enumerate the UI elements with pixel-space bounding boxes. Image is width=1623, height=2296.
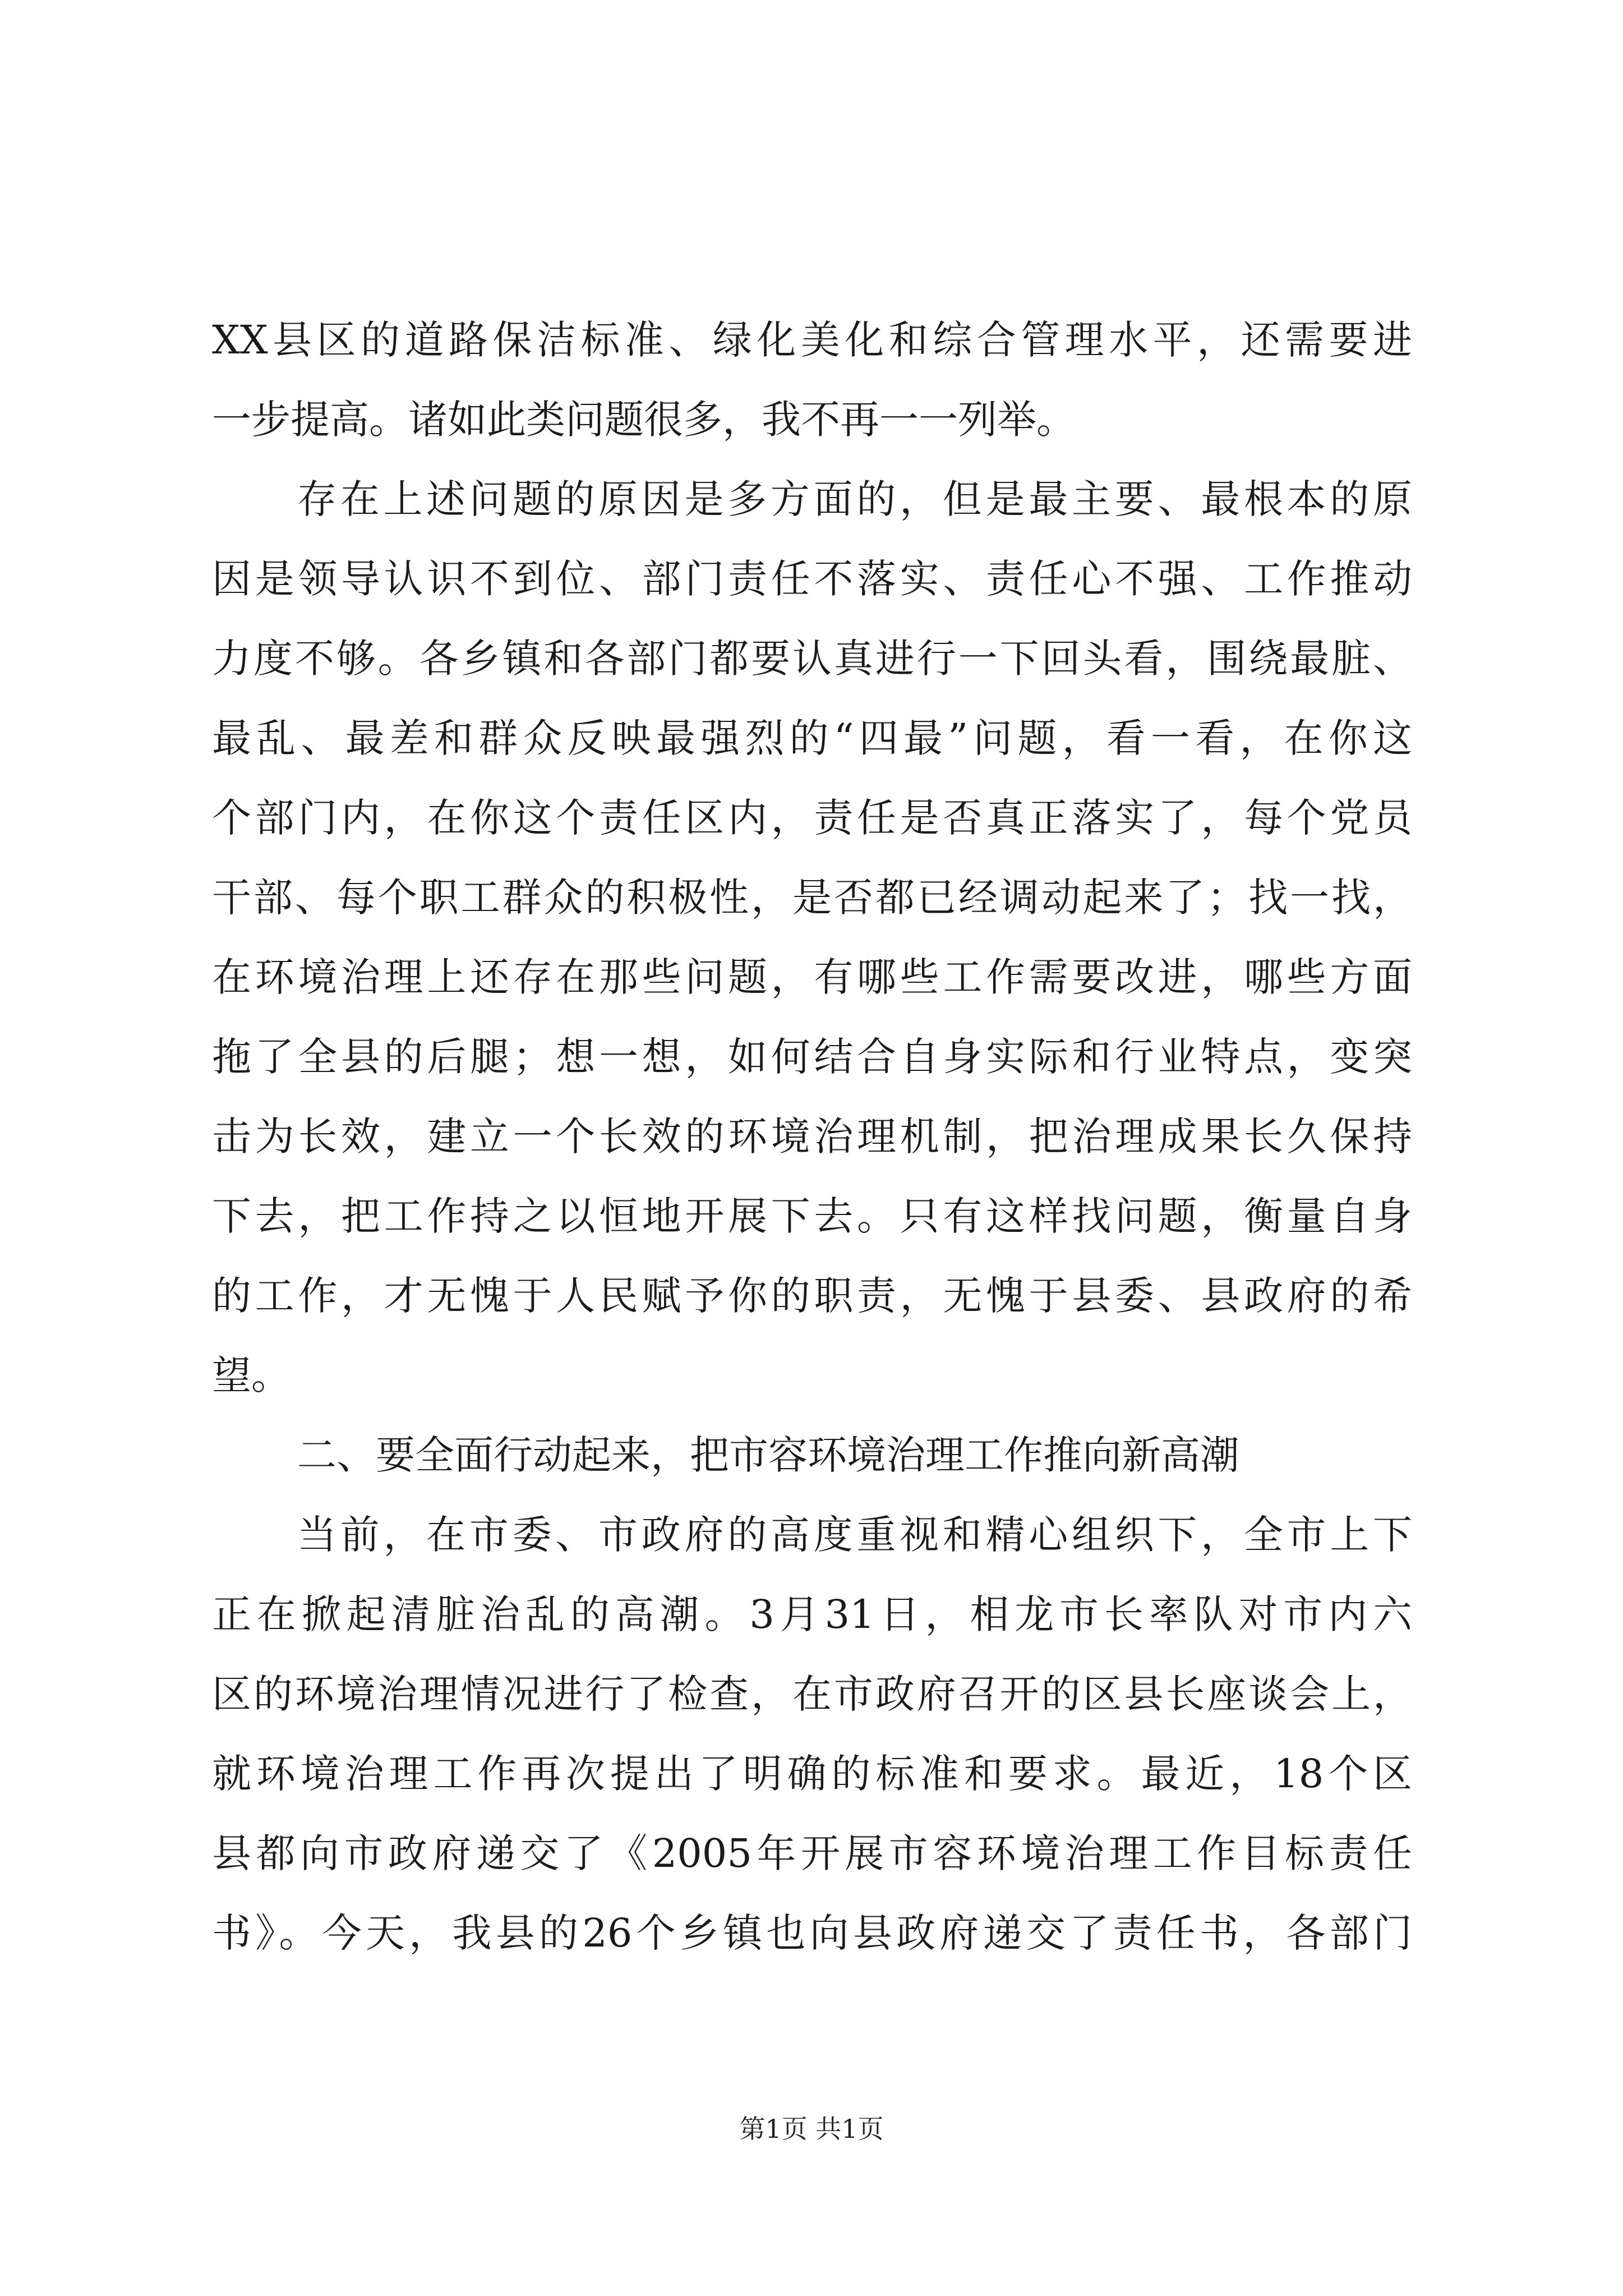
text-line: 当前，在市委、市政府的高度重视和精心组织下，全市上下 — [297, 1512, 1412, 1558]
text-line: XX县区的道路保洁标准、绿化美化和综合管理水平，还需要进 — [212, 317, 1412, 363]
text-line: 书》。今天，我县的26个乡镇也向县政府递交了责任书，各部门 — [212, 1910, 1412, 1956]
text-line: 因是领导认识不到位、部门责任不落实、责任心不强、工作推动 — [212, 556, 1412, 602]
text-line: 望。 — [212, 1352, 291, 1398]
section-heading: 二、要全面行动起来，把市容环境治理工作推向新高潮 — [297, 1432, 1239, 1478]
text-line: 县都向市政府递交了《2005年开展市容环境治理工作目标责任 — [212, 1830, 1412, 1876]
text-line: 力度不够。各乡镇和各部门都要认真进行一下回头看，围绕最脏、 — [212, 636, 1412, 682]
text-line: 在环境治理上还存在那些问题，有哪些工作需要改进，哪些方面 — [212, 954, 1412, 1000]
text-line: 个部门内，在你这个责任区内，责任是否真正落实了，每个党员 — [212, 795, 1412, 841]
document-body — [212, 300, 1412, 1973]
text-line: 的工作，才无愧于人民赋予你的职责，无愧于县委、县政府的希 — [212, 1273, 1412, 1319]
text-line: 下去，把工作持之以恒地开展下去。只有这样找问题，衡量自身 — [212, 1193, 1412, 1239]
text-line: 一步提高。诸如此类问题很多，我不再一一列举。 — [212, 397, 1076, 443]
text-line: 最乱、最差和群众反映最强烈的“四最”问题，看一看，在你这 — [212, 715, 1412, 761]
text-line: 拖了全县的后腿；想一想，如何结合自身实际和行业特点，变突 — [212, 1034, 1412, 1080]
text-line: 存在上述问题的原因是多方面的，但是最主要、最根本的原 — [297, 476, 1412, 522]
text-line: 区的环境治理情况进行了检查，在市政府召开的区县长座谈会上， — [212, 1671, 1412, 1717]
text-line: 击为长效，建立一个长效的环境治理机制，把治理成果长久保持 — [212, 1114, 1412, 1159]
text-line: 干部、每个职工群众的积极性，是否都已经调动起来了；找一找， — [212, 875, 1412, 921]
text-line: 正在掀起清脏治乱的高潮。3月31日，相龙市长率队对市内六 — [212, 1591, 1412, 1637]
text-line: 就环境治理工作再次提出了明确的标准和要求。最近，18个区 — [212, 1751, 1412, 1797]
page-footer: 第1页 共1页 — [739, 2114, 884, 2144]
